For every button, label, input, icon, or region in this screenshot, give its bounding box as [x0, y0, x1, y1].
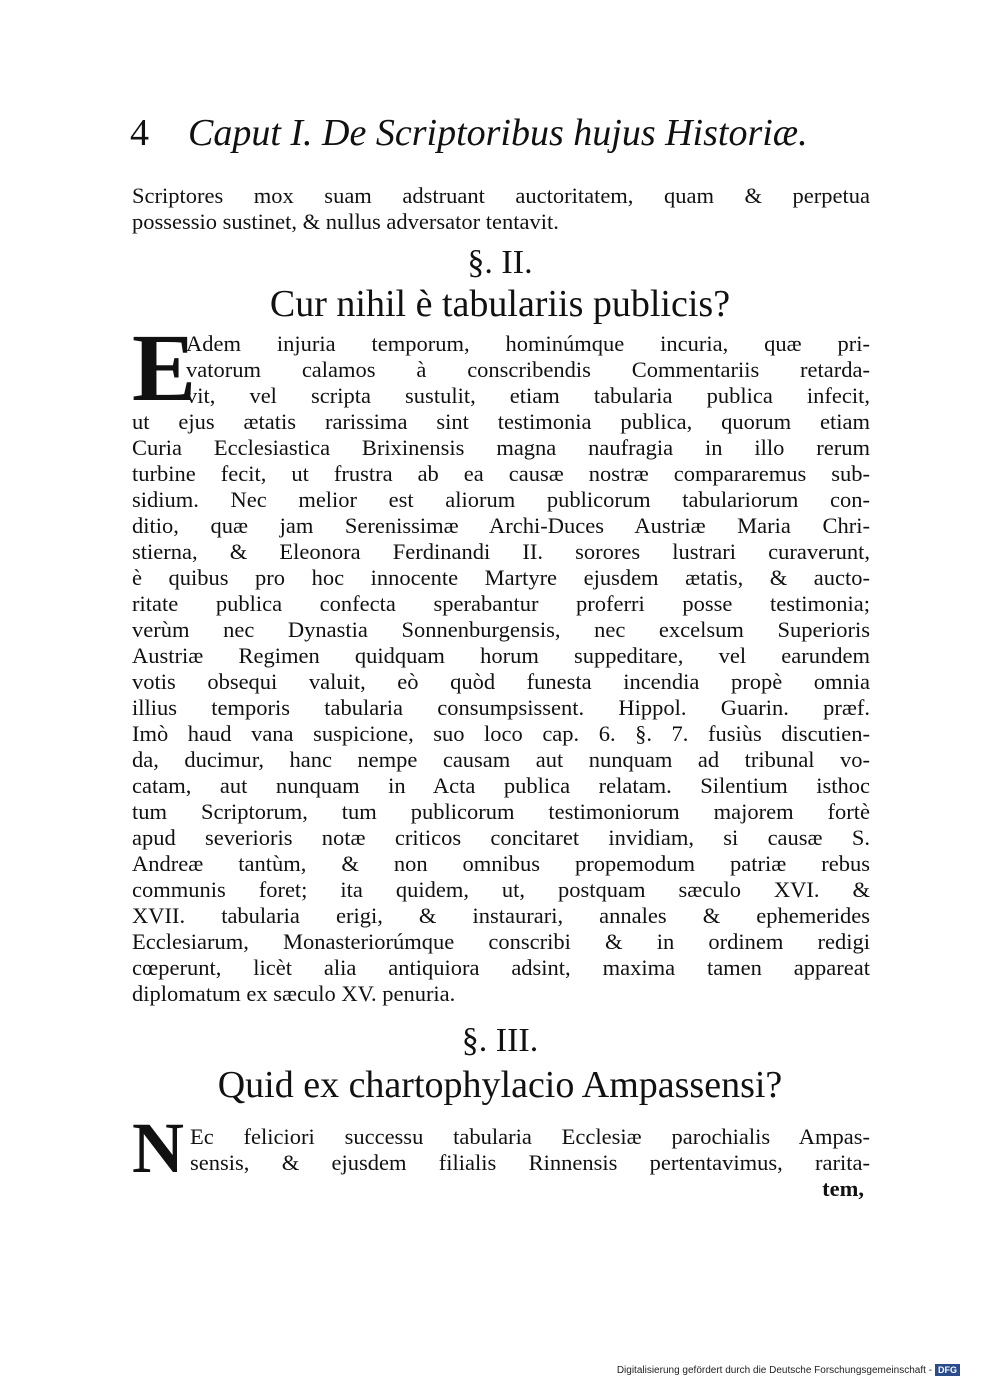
- text-line: Scriptores mox suam adstruant auctoritatem, quam & perpetua: [132, 183, 870, 208]
- text-line: catam, aut nunquam in Acta publica relatam. Silentium isthoc: [132, 773, 870, 798]
- text-line: Curia Ecclesiastica Brixinensis magna naufragia in illo rerum: [132, 435, 870, 460]
- text-line: Ec feliciori successu tabularia Ecclesiæ parochialis Ampas-: [190, 1124, 870, 1149]
- text-line: Austriæ Regimen quidquam horum suppeditare, vel earundem: [132, 643, 870, 668]
- text-line: ditio, quæ jam Serenissimæ Archi-Duces Austriæ Maria Chri-: [132, 513, 870, 538]
- text-line: cœperunt, licèt alia antiquiora adsint, maxima tamen appareat: [132, 955, 870, 980]
- text-line: Ecclesiarum, Monasteriorúmque conscribi & in ordinem redigi: [132, 929, 870, 954]
- text-line: XVII. tabularia erigi, & instaurari, annales & ephemerides: [132, 903, 870, 928]
- page-number: 4: [130, 112, 149, 154]
- text-line: tum Scriptorum, tum publicorum testimoniorum majorem fortè: [132, 799, 870, 824]
- text-line: illius temporis tabularia consumpsissent. Hippol. Guarin. præf.: [132, 695, 870, 720]
- text-line: stierna, & Eleonora Ferdinandi II. sorores lustrari curaverunt,: [132, 539, 870, 564]
- section-mark: §. II.: [467, 244, 533, 281]
- digitization-credit: [617, 1364, 960, 1377]
- text-line: sidium. Nec melior est aliorum publicorum tabulariorum con-: [132, 487, 870, 512]
- section-heading: Quid ex chartophylacio Ampassensi?: [217, 1064, 783, 1106]
- text-line: ritate publica confecta sperabantur proferri posse testimonia;: [132, 591, 870, 616]
- text-line: turbine fecit, ut frustra ab ea causæ nostræ compararemus sub-: [132, 461, 870, 486]
- running-head: [130, 108, 870, 158]
- text-line: da, ducimur, hanc nempe causam aut nunquam ad tribunal vo-: [132, 747, 870, 772]
- catchword: tem,: [822, 1176, 864, 1201]
- running-head-title: Caput I. De Scriptoribus hujus Historiæ.: [188, 112, 808, 154]
- text-line: ut ejus ætatis rarissima sint testimonia publica, quorum etiam: [132, 409, 870, 434]
- text-line: votis obsequi valuit, eò quòd funesta incendia propè omnia: [132, 669, 870, 694]
- digitization-credit-text: Digitalisierung gefördert durch die Deutsche Forschungsgemeinschaft -: [616, 1365, 932, 1376]
- text-line: diplomatum ex sæculo XV. penuria.: [132, 981, 456, 1006]
- drop-initial: E: [132, 314, 197, 421]
- text-line: apud severioris notæ criticos concitaret invidiam, si causæ S.: [132, 825, 870, 850]
- text-line: vit, vel scripta sustulit, etiam tabularia publica infecit,: [186, 383, 870, 408]
- text-line: Andreæ tantùm, & non omnibus propemodum patriæ rebus: [132, 851, 870, 876]
- text-line: vatorum calamos à conscribendis Commentariis retarda-: [186, 357, 870, 382]
- text-line: è quibus pro hoc innocente Martyre ejusdem ætatis, & aucto-: [132, 565, 870, 590]
- section-mark: §. III.: [461, 1022, 539, 1059]
- drop-initial: N: [132, 1108, 184, 1188]
- text-line: sensis, & ejusdem filialis Rinnensis pertentavimus, rarita-: [190, 1150, 870, 1175]
- section-heading: Cur nihil è tabulariis publicis?: [269, 283, 731, 325]
- text-line: possessio sustinet, & nullus adversator tentavit.: [132, 209, 559, 234]
- dfg-logo: DFG: [935, 1364, 960, 1376]
- text-line: Adem injuria temporum, hominúmque incuria, quæ pri-: [186, 331, 870, 356]
- text-line: Imò haud vana suspicione, suo loco cap. 6. §. 7. fusiùs discutien-: [132, 721, 870, 746]
- text-line: communis foret; ita quidem, ut, postquam sæculo XVI. &: [132, 877, 870, 902]
- text-line: verùm nec Dynastia Sonnenburgensis, nec excelsum Superioris: [132, 617, 870, 642]
